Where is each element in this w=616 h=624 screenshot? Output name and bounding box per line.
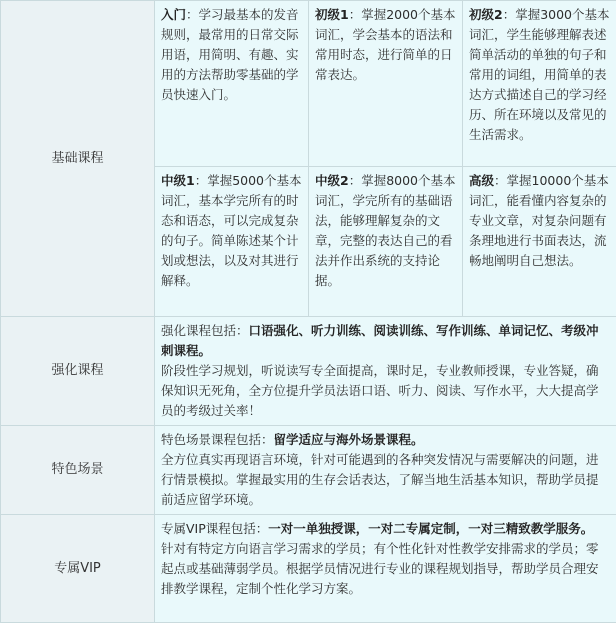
level-desc: ：学习最基本的发音规则，最常用的日常交际用语，用简明、有趣、实用的方法帮助零基础的学员快速入门。 [161,7,299,102]
category-intensive: 强化课程 [1,317,155,426]
level-cell-intermediate-1 [155,167,309,317]
feature-body: 全方位真实再现语言环境，针对可能遇到的各种突发情况与需要解决的问题，进行情景模拟。掌握最实用的生存会话表达，了解当地生活基本知识，帮助学员提前适应留学环境。 [161,452,599,507]
level-desc: ：掌握8000个基本词汇，学完所有的基础语法，能够理解复杂的文章，完整的表达自己的看法并作出系统的支持论据。 [315,173,456,288]
intensive-row [1,317,616,426]
intensive-content [155,317,616,426]
level-name: 初级1 [315,7,349,22]
category-basic: 基础课程 [1,1,155,317]
vip-content [155,515,616,623]
category-feature: 特色场景 [1,426,155,515]
level-name: 初级2 [469,7,503,22]
level-name: 中级2 [315,173,349,188]
level-name: 高级 [469,173,495,188]
intensive-body: 阶段性学习规划，听说读写专全面提高，课时足，专业教师授课，专业答疑，确保知识无死角，全方位提升学员法语口语、听力、阅读、写作水平，大大提高学员的考级过关率！ [161,363,599,418]
feature-content [155,426,616,515]
vip-row [1,515,616,623]
level-name: 中级1 [161,173,195,188]
intensive-highlight: 口语强化、听力训练、阅读训练、写作训练、单词记忆、考级冲刺课程。 [161,323,599,358]
vip-intro: 专属VIP课程包括： [161,521,269,536]
level-cell-advanced [463,167,616,317]
level-desc: ：掌握5000个基本词汇，基本学完所有的时态和语态，可以完成复杂的句子。简单陈述某个计划或想法，以及对其进行解释。 [161,173,302,288]
basic-row-1 [1,1,616,167]
intensive-intro: 强化课程包括： [161,323,249,338]
level-desc: ：掌握2000个基本词汇，学会基本的语法和常用时态，进行简单的日常表达。 [315,7,456,82]
level-cell-intro [155,1,309,167]
feature-highlight: 留学适应与海外场景课程。 [273,432,424,447]
level-desc: ：掌握10000个基本词汇，能看懂内容复杂的专业文章，对复杂问题有条理地进行书面表达，流畅地阐明自己想法。 [469,173,609,268]
feature-row [1,426,616,515]
level-cell-elementary-2 [463,1,616,167]
level-name: 入门 [161,7,187,22]
level-cell-elementary-1 [309,1,463,167]
vip-body: 针对有特定方向语言学习需求的学员；有个性化针对性教学安排需求的学员；零起点或基础薄弱学员。根据学员情况进行专业的课程规划指导，帮助学员合理安排教学课程，定制个性化学习方案。 [161,541,599,596]
feature-intro: 特色场景课程包括： [161,432,274,447]
level-cell-intermediate-2 [309,167,463,317]
category-vip: 专属VIP [1,515,155,623]
level-desc: ：掌握3000个基本词汇，学生能够理解表述简单活动的单独的句子和常用的词组，用简单的表达方式描述自己的学习经历、所在环境以及常见的生活需求。 [469,7,610,142]
vip-highlight: 一对一单独授课，一对二专属定制，一对三精致教学服务。 [268,521,594,536]
